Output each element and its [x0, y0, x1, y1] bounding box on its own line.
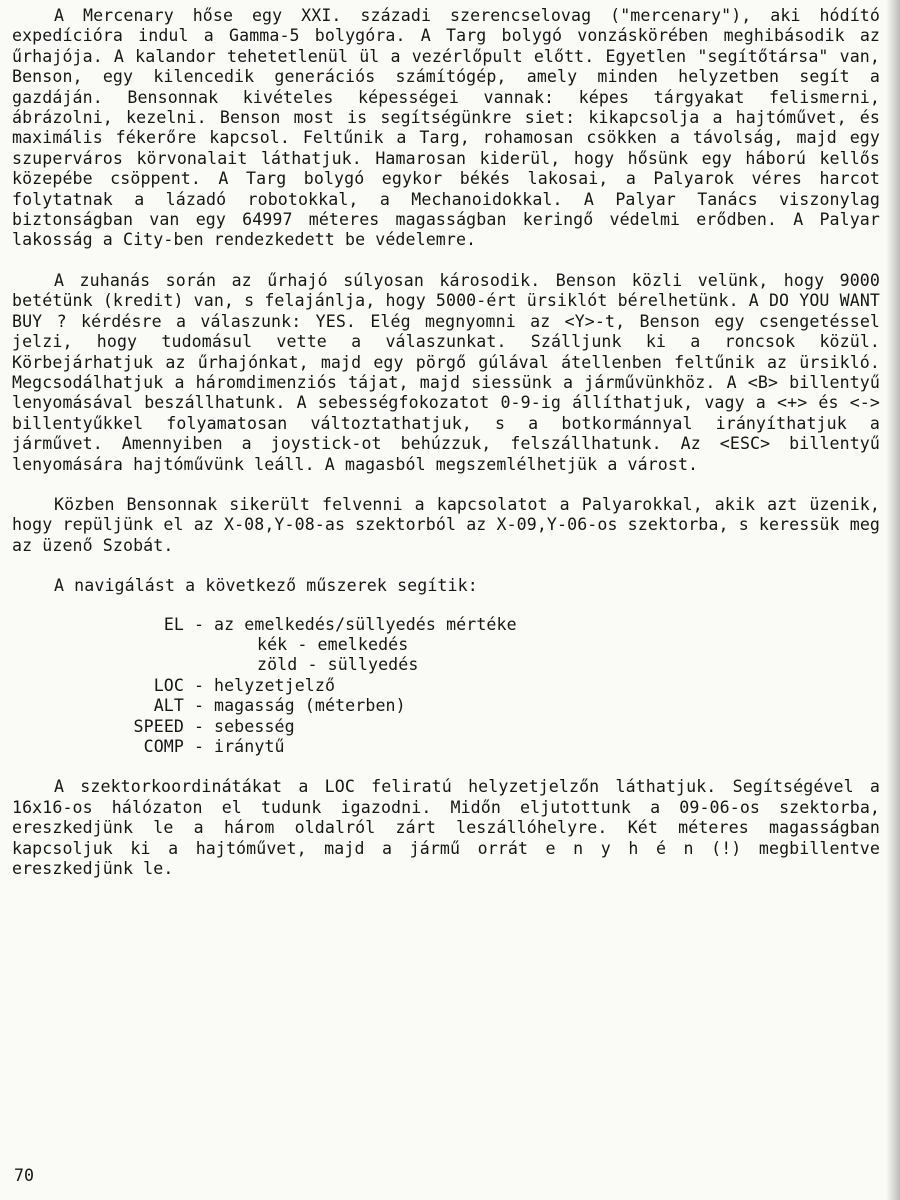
page-edge-shadow: [886, 0, 900, 1200]
paragraph-contact: Közben Bensonnak sikerült felvenni a kapcsolatot a Palyarokkal, akik azt üzenik, hogy repüljünk el az X-08,Y-08-as szektorból az X-09,Y-06-os szektorba, s keressük meg az üzenő Szobát.: [12, 494, 880, 555]
instrument-desc: iránytű: [214, 736, 285, 756]
paragraph-landing: A szektorkoordinátákat a LOC feliratú helyzetjelzőn láthatjuk. Segítségével a 16x16-os hálózaton el tudunk igazodni. Midőn eljutottunk a 09-06-os szektorba, ereszkedjünk le a három oldalról zárt leszállóhelyre. Két méteres magasságban kapcsoljuk ki a hajtóművet, majd a jármű orrát e n y h é n (!) megbillentve ereszkedjünk le.: [12, 777, 880, 878]
el-sub-blue: kék - emelkedés: [257, 634, 409, 654]
instrument-code: LOC: [153, 675, 184, 695]
text-body: [12, 6, 880, 879]
paragraph-crash: A zuhanás során az űrhajó súlyosan károsodik. Benson közli velünk, hogy 9000 betétünk (kredit) van, s felajánlja, hogy 5000-ért ürsiklót bérelhetünk. A DO YOU WANT BUY ? kérdésre a válaszunk: YES. Elég megnyomni az <Y>-t, Benson egy csengetéssel jelzi, hogy tudomásul vette a válaszunkat. Szálljunk ki a roncsok közül. Körbejárhatjuk az űrhajónkat, majd egy pörgő gúlával átellenben feltűnik az ürsikló. Megcsodálhatjuk a háromdimenziós tájat, majd siessünk a járművünkhöz. A <B> billentyű lenyomásával beszállhatunk. A sebességfokozatot 0-9-ig állíthatjuk, vagy a <+> és <-> billentyűkkel folyamatosan változtathatjuk, s a botkormánnyal irányíthatjuk a járművet. Amennyiben a joystick-ot behúzzuk, felszállhatunk. Az <ESC> billentyű lenyomására hajtóművünk leáll. A magasból megszemlélhetjük a várost.: [12, 270, 880, 474]
instrument-separator: -: [194, 675, 205, 695]
instrument-code: COMP: [143, 736, 184, 756]
instrument-desc: sebesség: [214, 716, 295, 736]
navigation-intro: A navigálást a következő műszerek segítik:: [54, 576, 478, 596]
page-number: 70: [14, 1166, 34, 1185]
instrument-separator: -: [194, 696, 205, 716]
instrument-desc: magasság (méterben): [214, 696, 406, 716]
el-sub-green: zöld - süllyedés: [257, 655, 419, 675]
instrument-separator: -: [194, 716, 205, 736]
instrument-code: SPEED: [133, 716, 184, 736]
instrument-row-comp: [12, 737, 880, 757]
instrument-row-alt: [12, 696, 880, 716]
instrument-list: [12, 615, 880, 758]
instrument-code: EL: [163, 614, 184, 634]
instrument-code: ALT: [153, 696, 184, 716]
instrument-desc: az emelkedés/süllyedés mértéke: [214, 614, 517, 634]
instrument-row-speed: [12, 717, 880, 737]
instrument-separator: -: [194, 614, 205, 634]
instrument-row-el: [12, 615, 880, 635]
instrument-desc: helyzetjelző: [214, 675, 336, 695]
instrument-row-loc: [12, 676, 880, 696]
instrument-separator: -: [194, 736, 205, 756]
paragraph-intro: A Mercenary hőse egy XXI. századi szerencselovag ("mercenary"), aki hódító expedícióra indul a Gamma-5 bolygóra. A Targ bolygó vonzáskörében meghibásodik az űrhajója. A kalandor tehetetlenül ül a vezérlőpult előtt. Egyetlen "segítőtársa" van, Benson, egy kilencedik generációs számítógép, amely minden helyzetben segít a gazdáján. Bensonnak kivételes képességei vannak: képes tárgyakat felismerni, ábrázolni, kezelni. Benson most is segítségünkre siet: kikapcsolja a hajtóművet, és maximális fékerőre kapcsol. Feltűnik a Targ, rohamosan csökken a távolság, majd egy szuperváros körvonalait láthatjuk. Hamarosan kiderül, hogy hősünk egy háború kellős közepébe csöppent. A Targ bolygó egykor békés lakosai, a Palyarok véres harcot folytatnak a lázadó robotokkal, a Mechanoidokkal. A Palyar Tanács viszonylag biztonságban van egy 64997 méteres magasságban keringő védelmi erődben. A Palyar lakosság a City-ben rendezkedett be védelemre.: [12, 6, 880, 250]
